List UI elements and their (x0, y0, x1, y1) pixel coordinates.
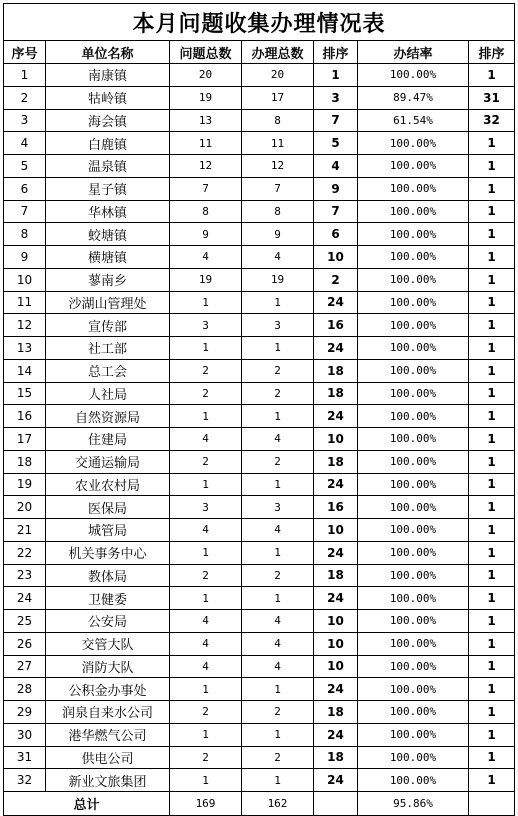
cell-completion-rate: 100.00% (358, 632, 469, 655)
table-row (4, 496, 515, 519)
cell-completion-rate: 100.00% (358, 587, 469, 610)
cell-rank-by-rate: 1 (469, 746, 515, 769)
cell-unit: 南康镇 (46, 64, 170, 87)
cell-handled: 4 (242, 610, 314, 633)
cell-rank-by-rate: 1 (469, 337, 515, 360)
cell-handled: 1 (242, 405, 314, 428)
cell-rank-by-count: 24 (314, 678, 358, 701)
cell-seq: 25 (4, 610, 46, 633)
total-rank2-empty (469, 792, 515, 816)
cell-completion-rate: 100.00% (358, 359, 469, 382)
cell-problems: 4 (170, 655, 242, 678)
cell-seq: 30 (4, 723, 46, 746)
cell-unit: 医保局 (46, 496, 170, 519)
cell-seq: 20 (4, 496, 46, 519)
cell-problems: 1 (170, 291, 242, 314)
cell-completion-rate: 100.00% (358, 610, 469, 633)
cell-seq: 27 (4, 655, 46, 678)
cell-handled: 1 (242, 473, 314, 496)
cell-handled: 1 (242, 587, 314, 610)
cell-completion-rate: 100.00% (358, 155, 469, 178)
cell-seq: 13 (4, 337, 46, 360)
cell-problems: 2 (170, 382, 242, 405)
cell-handled: 4 (242, 655, 314, 678)
cell-handled: 17 (242, 86, 314, 109)
table-row (4, 177, 515, 200)
cell-completion-rate: 100.00% (358, 268, 469, 291)
cell-unit: 社工部 (46, 337, 170, 360)
header-rank-by-count: 排序 (314, 41, 358, 64)
cell-handled: 1 (242, 723, 314, 746)
table-row (4, 86, 515, 109)
cell-problems: 3 (170, 496, 242, 519)
cell-rank-by-rate: 1 (469, 291, 515, 314)
cell-handled: 3 (242, 314, 314, 337)
cell-seq: 5 (4, 155, 46, 178)
cell-unit: 人社局 (46, 382, 170, 405)
cell-rank-by-count: 3 (314, 86, 358, 109)
cell-unit: 润泉自来水公司 (46, 701, 170, 724)
cell-rank-by-count: 24 (314, 587, 358, 610)
cell-rank-by-rate: 1 (469, 268, 515, 291)
cell-seq: 31 (4, 746, 46, 769)
cell-handled: 4 (242, 428, 314, 451)
cell-handled: 11 (242, 132, 314, 155)
cell-unit: 消防大队 (46, 655, 170, 678)
table-body (4, 64, 515, 792)
table-row (4, 473, 515, 496)
cell-seq: 14 (4, 359, 46, 382)
cell-handled: 1 (242, 291, 314, 314)
cell-rank-by-rate: 1 (469, 678, 515, 701)
cell-rank-by-rate: 1 (469, 769, 515, 792)
cell-rank-by-rate: 1 (469, 723, 515, 746)
cell-unit: 城管局 (46, 519, 170, 542)
cell-seq: 26 (4, 632, 46, 655)
header-handled: 办理总数 (242, 41, 314, 64)
cell-seq: 19 (4, 473, 46, 496)
cell-handled: 1 (242, 337, 314, 360)
table-row (4, 291, 515, 314)
cell-handled: 9 (242, 223, 314, 246)
cell-problems: 1 (170, 473, 242, 496)
problem-handling-table (3, 3, 515, 816)
cell-unit: 白鹿镇 (46, 132, 170, 155)
cell-rank-by-rate: 1 (469, 587, 515, 610)
cell-seq: 28 (4, 678, 46, 701)
cell-seq: 1 (4, 64, 46, 87)
cell-rank-by-count: 18 (314, 701, 358, 724)
table-row (4, 314, 515, 337)
table-row (4, 632, 515, 655)
table-row (4, 428, 515, 451)
table-row (4, 587, 515, 610)
cell-unit: 公安局 (46, 610, 170, 633)
cell-completion-rate: 100.00% (358, 200, 469, 223)
cell-completion-rate: 100.00% (358, 428, 469, 451)
cell-rank-by-count: 9 (314, 177, 358, 200)
cell-completion-rate: 100.00% (358, 723, 469, 746)
cell-completion-rate: 100.00% (358, 246, 469, 269)
cell-rank-by-count: 7 (314, 200, 358, 223)
cell-unit: 宣传部 (46, 314, 170, 337)
cell-rank-by-count: 10 (314, 428, 358, 451)
cell-completion-rate: 100.00% (358, 564, 469, 587)
table-row (4, 200, 515, 223)
cell-rank-by-rate: 1 (469, 655, 515, 678)
cell-handled: 19 (242, 268, 314, 291)
cell-problems: 1 (170, 587, 242, 610)
cell-rank-by-rate: 1 (469, 496, 515, 519)
cell-seq: 21 (4, 519, 46, 542)
cell-rank-by-count: 6 (314, 223, 358, 246)
cell-rank-by-rate: 1 (469, 177, 515, 200)
cell-unit: 港华燃气公司 (46, 723, 170, 746)
cell-problems: 1 (170, 337, 242, 360)
cell-unit: 蓼南乡 (46, 268, 170, 291)
table-row (4, 564, 515, 587)
cell-problems: 19 (170, 268, 242, 291)
cell-rank-by-rate: 1 (469, 314, 515, 337)
header-row (4, 41, 515, 64)
cell-handled: 20 (242, 64, 314, 87)
cell-rank-by-count: 24 (314, 337, 358, 360)
cell-rank-by-count: 18 (314, 564, 358, 587)
cell-rank-by-rate: 1 (469, 155, 515, 178)
cell-problems: 11 (170, 132, 242, 155)
cell-handled: 2 (242, 746, 314, 769)
cell-completion-rate: 100.00% (358, 701, 469, 724)
cell-unit: 沙湖山管理处 (46, 291, 170, 314)
table-row (4, 746, 515, 769)
table-row (4, 382, 515, 405)
cell-unit: 自然资源局 (46, 405, 170, 428)
cell-seq: 6 (4, 177, 46, 200)
cell-problems: 2 (170, 701, 242, 724)
cell-rank-by-count: 16 (314, 314, 358, 337)
cell-rank-by-count: 18 (314, 746, 358, 769)
cell-rank-by-count: 18 (314, 382, 358, 405)
table-row (4, 246, 515, 269)
cell-problems: 7 (170, 177, 242, 200)
cell-rank-by-count: 4 (314, 155, 358, 178)
cell-unit: 教体局 (46, 564, 170, 587)
cell-problems: 13 (170, 109, 242, 132)
table-row (4, 723, 515, 746)
cell-completion-rate: 100.00% (358, 746, 469, 769)
cell-rank-by-rate: 1 (469, 701, 515, 724)
total-handled: 162 (242, 792, 314, 816)
cell-unit: 供电公司 (46, 746, 170, 769)
cell-seq: 9 (4, 246, 46, 269)
cell-seq: 23 (4, 564, 46, 587)
cell-handled: 2 (242, 359, 314, 382)
cell-problems: 2 (170, 359, 242, 382)
cell-problems: 1 (170, 405, 242, 428)
cell-unit: 住建局 (46, 428, 170, 451)
table-row (4, 701, 515, 724)
total-rank-empty (314, 792, 358, 816)
cell-problems: 1 (170, 723, 242, 746)
cell-unit: 华林镇 (46, 200, 170, 223)
cell-rank-by-rate: 1 (469, 200, 515, 223)
cell-completion-rate: 89.47% (358, 86, 469, 109)
cell-problems: 1 (170, 541, 242, 564)
cell-problems: 2 (170, 450, 242, 473)
cell-rank-by-rate: 1 (469, 223, 515, 246)
table-row (4, 678, 515, 701)
cell-handled: 2 (242, 382, 314, 405)
table-row (4, 769, 515, 792)
cell-problems: 4 (170, 610, 242, 633)
cell-rank-by-rate: 1 (469, 64, 515, 87)
cell-rank-by-count: 24 (314, 769, 358, 792)
cell-completion-rate: 100.00% (358, 177, 469, 200)
cell-rank-by-count: 7 (314, 109, 358, 132)
cell-problems: 4 (170, 632, 242, 655)
table-row (4, 337, 515, 360)
cell-rank-by-count: 10 (314, 655, 358, 678)
cell-problems: 1 (170, 678, 242, 701)
total-problems: 169 (170, 792, 242, 816)
table-row (4, 610, 515, 633)
cell-rank-by-count: 1 (314, 64, 358, 87)
cell-unit: 公积金办事处 (46, 678, 170, 701)
cell-handled: 1 (242, 678, 314, 701)
cell-rank-by-rate: 1 (469, 450, 515, 473)
cell-completion-rate: 100.00% (358, 405, 469, 428)
table-row (4, 109, 515, 132)
cell-seq: 8 (4, 223, 46, 246)
cell-rank-by-count: 10 (314, 519, 358, 542)
cell-rank-by-count: 2 (314, 268, 358, 291)
cell-problems: 1 (170, 769, 242, 792)
header-seq: 序号 (4, 41, 46, 64)
cell-handled: 7 (242, 177, 314, 200)
cell-rank-by-rate: 31 (469, 86, 515, 109)
cell-completion-rate: 100.00% (358, 450, 469, 473)
cell-rank-by-count: 18 (314, 450, 358, 473)
cell-unit: 牯岭镇 (46, 86, 170, 109)
cell-rank-by-rate: 32 (469, 109, 515, 132)
cell-unit: 海会镇 (46, 109, 170, 132)
cell-seq: 17 (4, 428, 46, 451)
cell-seq: 22 (4, 541, 46, 564)
cell-completion-rate: 100.00% (358, 64, 469, 87)
cell-problems: 20 (170, 64, 242, 87)
cell-completion-rate: 100.00% (358, 132, 469, 155)
cell-rank-by-rate: 1 (469, 132, 515, 155)
cell-handled: 4 (242, 632, 314, 655)
cell-handled: 12 (242, 155, 314, 178)
total-row (4, 792, 515, 816)
cell-completion-rate: 100.00% (358, 473, 469, 496)
table-row (4, 155, 515, 178)
cell-seq: 32 (4, 769, 46, 792)
cell-completion-rate: 100.00% (358, 291, 469, 314)
cell-problems: 9 (170, 223, 242, 246)
cell-rank-by-count: 24 (314, 405, 358, 428)
cell-completion-rate: 100.00% (358, 678, 469, 701)
cell-unit: 卫健委 (46, 587, 170, 610)
cell-unit: 总工会 (46, 359, 170, 382)
cell-unit: 温泉镇 (46, 155, 170, 178)
cell-handled: 8 (242, 109, 314, 132)
cell-problems: 19 (170, 86, 242, 109)
table-row (4, 132, 515, 155)
table-row (4, 405, 515, 428)
cell-rank-by-count: 24 (314, 291, 358, 314)
cell-unit: 蛟塘镇 (46, 223, 170, 246)
cell-seq: 3 (4, 109, 46, 132)
header-unit: 单位名称 (46, 41, 170, 64)
cell-unit: 新业文旅集团 (46, 769, 170, 792)
table-row (4, 655, 515, 678)
table-row (4, 359, 515, 382)
cell-problems: 12 (170, 155, 242, 178)
total-label: 总计 (4, 792, 170, 816)
cell-problems: 4 (170, 428, 242, 451)
table-row (4, 64, 515, 87)
cell-handled: 1 (242, 541, 314, 564)
cell-rank-by-count: 10 (314, 610, 358, 633)
table-row (4, 450, 515, 473)
total-rate: 95.86% (358, 792, 469, 816)
table-row (4, 223, 515, 246)
cell-rank-by-count: 18 (314, 359, 358, 382)
table-row (4, 268, 515, 291)
cell-rank-by-rate: 1 (469, 405, 515, 428)
cell-seq: 29 (4, 701, 46, 724)
cell-completion-rate: 100.00% (358, 382, 469, 405)
cell-problems: 8 (170, 200, 242, 223)
cell-rank-by-count: 5 (314, 132, 358, 155)
cell-completion-rate: 100.00% (358, 223, 469, 246)
cell-completion-rate: 61.54% (358, 109, 469, 132)
cell-handled: 1 (242, 769, 314, 792)
cell-unit: 横塘镇 (46, 246, 170, 269)
summary-sheet (3, 3, 514, 816)
cell-seq: 2 (4, 86, 46, 109)
cell-rank-by-rate: 1 (469, 359, 515, 382)
cell-rank-by-count: 24 (314, 473, 358, 496)
cell-handled: 4 (242, 246, 314, 269)
cell-handled: 4 (242, 519, 314, 542)
cell-handled: 2 (242, 450, 314, 473)
cell-problems: 3 (170, 314, 242, 337)
cell-rank-by-count: 24 (314, 723, 358, 746)
cell-problems: 4 (170, 519, 242, 542)
cell-rank-by-rate: 1 (469, 428, 515, 451)
cell-seq: 11 (4, 291, 46, 314)
header-rank-by-rate: 排序 (469, 41, 515, 64)
cell-seq: 16 (4, 405, 46, 428)
cell-completion-rate: 100.00% (358, 655, 469, 678)
cell-problems: 2 (170, 746, 242, 769)
cell-seq: 18 (4, 450, 46, 473)
table-row (4, 541, 515, 564)
cell-unit: 交通运输局 (46, 450, 170, 473)
cell-unit: 机关事务中心 (46, 541, 170, 564)
cell-rank-by-rate: 1 (469, 519, 515, 542)
cell-handled: 2 (242, 701, 314, 724)
cell-rank-by-rate: 1 (469, 246, 515, 269)
header-problems: 问题总数 (170, 41, 242, 64)
cell-handled: 8 (242, 200, 314, 223)
cell-rank-by-rate: 1 (469, 632, 515, 655)
cell-completion-rate: 100.00% (358, 541, 469, 564)
cell-problems: 4 (170, 246, 242, 269)
cell-seq: 4 (4, 132, 46, 155)
cell-seq: 12 (4, 314, 46, 337)
cell-rank-by-rate: 1 (469, 564, 515, 587)
cell-rank-by-count: 24 (314, 541, 358, 564)
cell-seq: 7 (4, 200, 46, 223)
cell-unit: 星子镇 (46, 177, 170, 200)
cell-rank-by-rate: 1 (469, 382, 515, 405)
cell-completion-rate: 100.00% (358, 337, 469, 360)
cell-unit: 农业农村局 (46, 473, 170, 496)
cell-handled: 2 (242, 564, 314, 587)
cell-problems: 2 (170, 564, 242, 587)
cell-handled: 3 (242, 496, 314, 519)
cell-rank-by-rate: 1 (469, 610, 515, 633)
cell-rank-by-count: 10 (314, 632, 358, 655)
table-row (4, 519, 515, 542)
cell-seq: 10 (4, 268, 46, 291)
cell-rank-by-rate: 1 (469, 473, 515, 496)
cell-completion-rate: 100.00% (358, 496, 469, 519)
cell-completion-rate: 100.00% (358, 314, 469, 337)
cell-completion-rate: 100.00% (358, 519, 469, 542)
cell-completion-rate: 100.00% (358, 769, 469, 792)
header-completion-rate: 办结率 (358, 41, 469, 64)
cell-rank-by-count: 10 (314, 246, 358, 269)
cell-seq: 24 (4, 587, 46, 610)
cell-rank-by-rate: 1 (469, 541, 515, 564)
cell-seq: 15 (4, 382, 46, 405)
table-title: 本月问题收集办理情况表 (4, 4, 515, 41)
cell-rank-by-count: 16 (314, 496, 358, 519)
cell-unit: 交管大队 (46, 632, 170, 655)
